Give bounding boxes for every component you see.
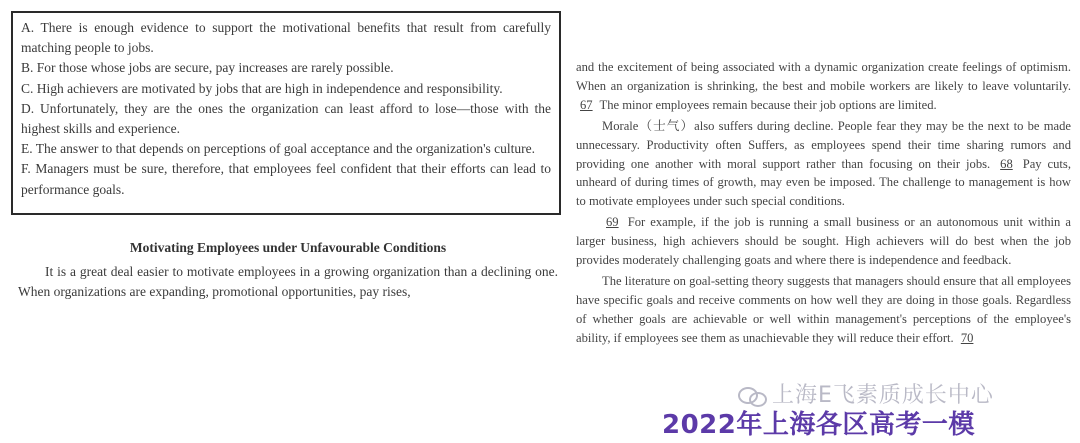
left-passage xyxy=(18,238,558,301)
option-e: E. The answer to that depends on perceptions of goal acceptance and the organization's culture. xyxy=(21,141,535,157)
option-f: F. Managers must be sure, therefore, that employees feel confident that their efforts can lead to performance goals. xyxy=(21,161,551,197)
p1-text: and the excitement of being associated with a dynamic organization create feelings of optimism. When an organization is shrinking, the best and mobile workers are likely to leave voluntarily. xyxy=(576,60,1071,93)
left-paragraph: It is a great deal easier to motivate employees in a growing organization than a declining one. When organizations are expanding, promotional opportunities, pay rises, xyxy=(18,263,558,299)
paragraph-2 xyxy=(576,117,1071,212)
paragraph-3 xyxy=(576,213,1071,270)
paragraph-4 xyxy=(576,272,1071,348)
options-box xyxy=(11,11,561,215)
watermark-text: 上海E飞素质成长中心 xyxy=(772,383,994,408)
option-c: C. High achievers are motivated by jobs that are high in independence and responsibility. xyxy=(21,80,503,96)
footer-title: 2022年上海各区高考一模 xyxy=(662,410,975,440)
article-title: Motivating Employees under Unfavourable Conditions xyxy=(129,240,447,255)
blank-69: 69 xyxy=(606,215,619,230)
option-a: A. There is enough evidence to support the motivational benefits that result from carefully matching people to jobs. xyxy=(21,20,551,56)
paragraph-1 xyxy=(576,58,1071,115)
blank-70: 70 xyxy=(960,330,974,345)
p3-text: For example, if the job is running a small business or an autonomous unit within a larger business, high achievers should be sought. High achievers will do best when the job provides moderately challenging goats and where there is independence and feedback. xyxy=(576,215,1071,268)
option-d: D. Unfortunately, they are the ones the organization can least afford to lose—those with the highest skills and experience. xyxy=(21,100,551,137)
blank-68: 68 xyxy=(1000,156,1013,171)
p2b-text: Pay cuts, unheard of during times of growth, may even be imposed. The challenge to management is how to motivate employees under such special conditions. xyxy=(576,156,1071,209)
right-passage xyxy=(576,58,1071,350)
p1b-text: The minor employees remain because their job options are limited. xyxy=(599,97,937,112)
p4-text: The literature on goal-setting theory suggests that managers should ensure that all employees have specific goals and receive comments on how well they are doing in those goals. Regardless of whether goals are achievable or well within management's perceptions of the employee's ability, if employees see them as unachievable they will reduce their effort. xyxy=(576,273,1071,345)
option-b: B. For those whose jobs are secure, pay increases are rarely possible. xyxy=(21,60,394,76)
p2-text: Morale（士气）also suffers during decline. People fear they may be the next to be made unnecessary. Productivity often Suffers, as employees spend their time sharing rumors and providing one another with moral support rather than focusing on their jobs. xyxy=(576,118,1071,171)
blank-67: 67 xyxy=(580,97,593,112)
